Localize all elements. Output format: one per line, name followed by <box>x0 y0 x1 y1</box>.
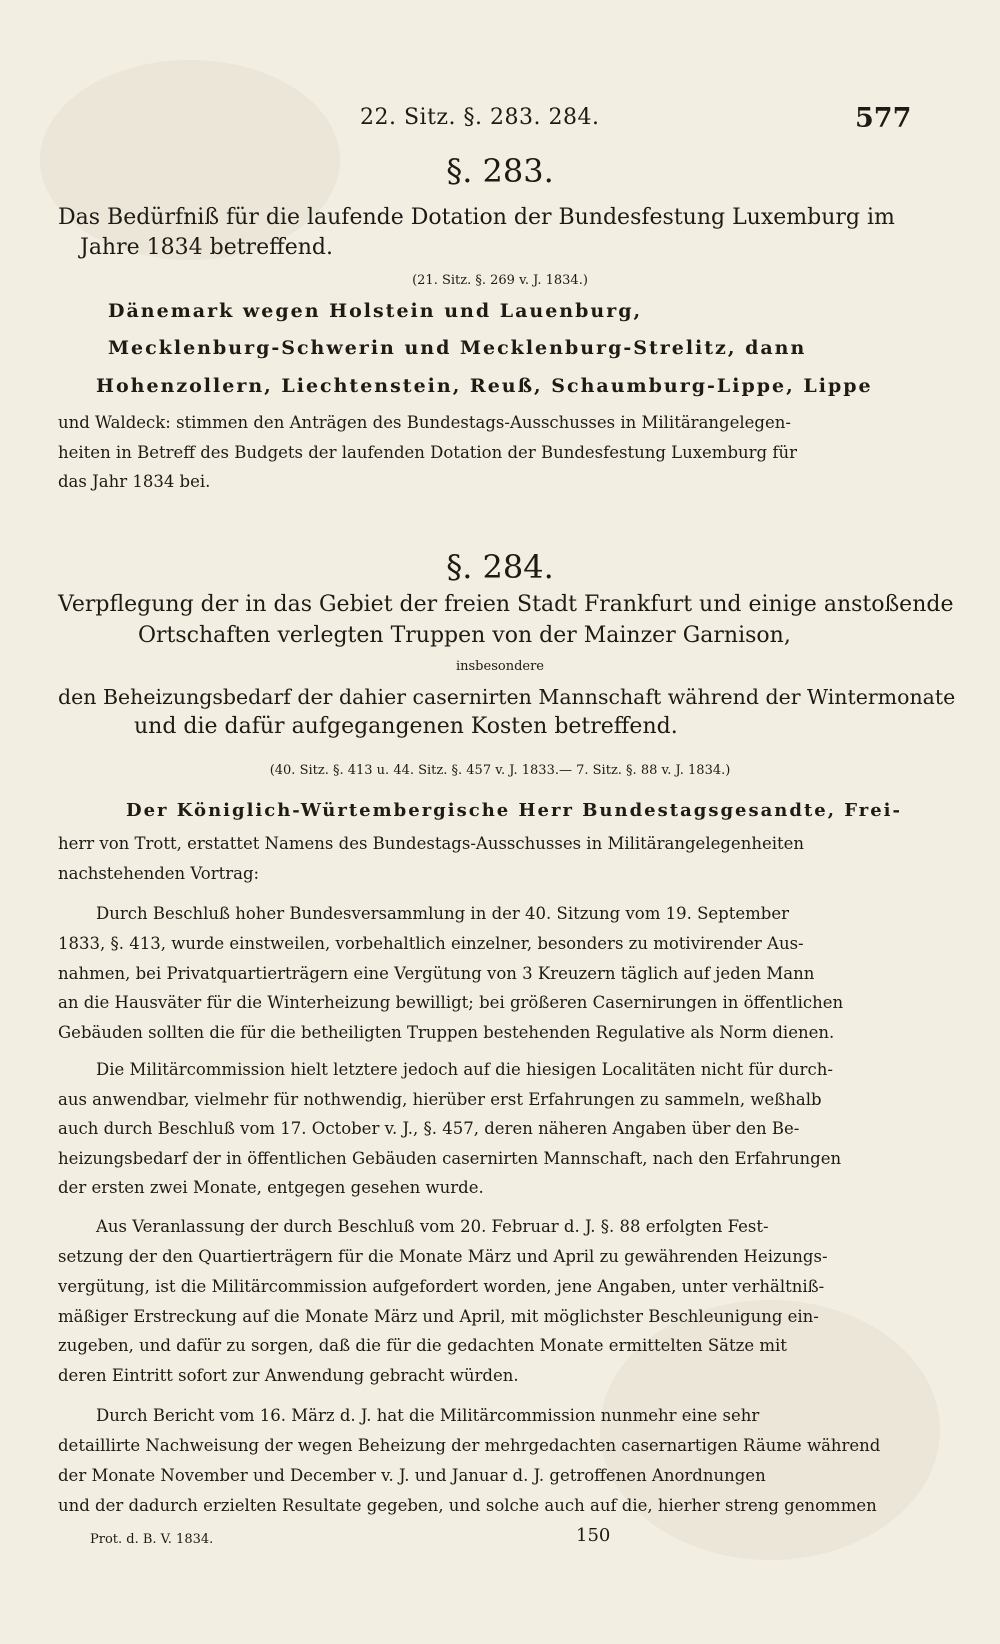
paragraph-line: und der dadurch erzielten Resultate gegeben, und solche auch auf die, hierher streng genommen <box>58 1496 877 1515</box>
vote-line: das Jahr 1834 bei. <box>58 472 211 491</box>
section-284-title-line: Verpflegung der in das Gebiet der freien Stadt Frankfurt und einige anstoßende <box>58 592 954 617</box>
paragraph-line: heizungsbedarf der in öffentlichen Gebäuden casernirten Mannschaft, nach den Erfahrungen <box>58 1149 842 1168</box>
section-284-title-line: und die dafür aufgegangenen Kosten betreffend. <box>134 714 678 739</box>
paragraph-line: Aus Veranlassung der durch Beschluß vom 20. Februar d. J. §. 88 erfolgten Fest- <box>96 1217 769 1236</box>
intro-line: herr von Trott, erstattet Namens des Bundestags-Ausschusses in Militärangelegenheiten <box>58 834 805 853</box>
paragraph-line: Die Militärcommission hielt letztere jedoch auf die hiesigen Localitäten nicht für durch- <box>96 1060 833 1079</box>
paragraph-line: zugeben, und dafür zu sorgen, daß die für die gedachten Monate ermittelten Sätze mit <box>58 1336 787 1355</box>
page-number: 577 <box>855 103 912 134</box>
paragraph-line: auch durch Beschluß vom 17. October v. J., §. 457, deren näheren Angaben über den Be- <box>58 1119 800 1138</box>
section-284-title-line: Ortschaften verlegten Truppen von der Mainzer Garnison, <box>138 623 791 648</box>
section-283-reference: (21. Sitz. §. 269 v. J. 1834.) <box>412 273 588 288</box>
section-283-title-line: Das Bedürfniß für die laufende Dotation der Bundesfestung Luxemburg im <box>58 205 895 230</box>
paragraph-line: Gebäuden sollten die für die betheiligten Truppen bestehenden Regulative als Norm dienen. <box>58 1023 835 1042</box>
section-283-heading: §. 283. <box>446 152 554 190</box>
paragraph-line: an die Hausväter für die Winterheizung bewilligt; bei größeren Casernirungen in öffentlichen <box>58 993 844 1012</box>
paragraph-line: nahmen, bei Privatquartierträgern eine Vergütung von 3 Kreuzern täglich auf jeden Mann <box>58 964 815 983</box>
section-284-heading: §. 284. <box>446 548 554 586</box>
paragraph-line: vergütung, ist die Militärcommission aufgefordert worden, jene Angaben, unter verhältniß- <box>58 1277 825 1296</box>
footer-sheet-number: 150 <box>576 1525 611 1546</box>
paragraph-line: deren Eintritt sofort zur Anwendung gebracht würden. <box>58 1366 519 1385</box>
section-284-insbesondere: insbesondere <box>455 659 544 674</box>
footer-signature: Prot. d. B. V. 1834. <box>90 1532 214 1547</box>
paragraph-line: Durch Beschluß hoher Bundesversammlung in der 40. Sitzung vom 19. September <box>96 904 789 923</box>
intro-line: nachstehenden Vortrag: <box>58 864 260 883</box>
section-284-title-line: den Beheizungsbedarf der dahier casernirten Mannschaft während der Wintermonate <box>58 685 956 709</box>
intro-line: Der Königlich-Würtembergische Herr Bundestagsgesandte, Frei- <box>126 800 902 821</box>
paragraph-line: der Monate November und December v. J. und Januar d. J. getroffenen Anordnungen <box>58 1466 766 1485</box>
paragraph-line: mäßiger Erstreckung auf die Monate März und April, mit möglichster Beschleunigung ein- <box>58 1307 819 1326</box>
paragraph-line: 1833, §. 413, wurde einstweilen, vorbehaltlich einzelner, besonders zu motivirender Aus- <box>58 934 804 953</box>
section-284-reference: (40. Sitz. §. 413 u. 44. Sitz. §. 457 v. J. 1833.— 7. Sitz. §. 88 v. J. 1834.) <box>269 763 731 778</box>
vote-line: heiten in Betreff des Budgets der laufenden Dotation der Bundesfestung Luxemburg für <box>58 443 797 462</box>
vote-line: Hohenzollern, Liechtenstein, Reuß, Schaumburg-Lippe, Lippe <box>96 375 873 397</box>
paragraph-line: Durch Bericht vom 16. März d. J. hat die Militärcommission nunmehr eine sehr <box>96 1406 760 1425</box>
vote-line: und Waldeck: stimmen den Anträgen des Bundestags-Ausschusses in Militärangelegen- <box>58 413 791 432</box>
paragraph-line: detaillirte Nachweisung der wegen Beheizung der mehrgedachten casernartigen Räume während <box>58 1436 881 1455</box>
vote-line: Mecklenburg-Schwerin und Mecklenburg-Strelitz, dann <box>108 337 807 359</box>
paragraph-line: aus anwendbar, vielmehr für nothwendig, hierüber erst Erfahrungen zu sammeln, weßhalb <box>58 1090 822 1109</box>
section-283-title-line: Jahre 1834 betreffend. <box>80 235 333 260</box>
paragraph-line: setzung der den Quartierträgern für die Monate März und April zu gewährenden Heizungs- <box>58 1247 828 1266</box>
running-title: 22. Sitz. §. 283. 284. <box>360 105 600 130</box>
paragraph-line: der ersten zwei Monate, entgegen gesehen wurde. <box>58 1178 484 1197</box>
vote-line: Dänemark wegen Holstein und Lauenburg, <box>108 300 643 322</box>
